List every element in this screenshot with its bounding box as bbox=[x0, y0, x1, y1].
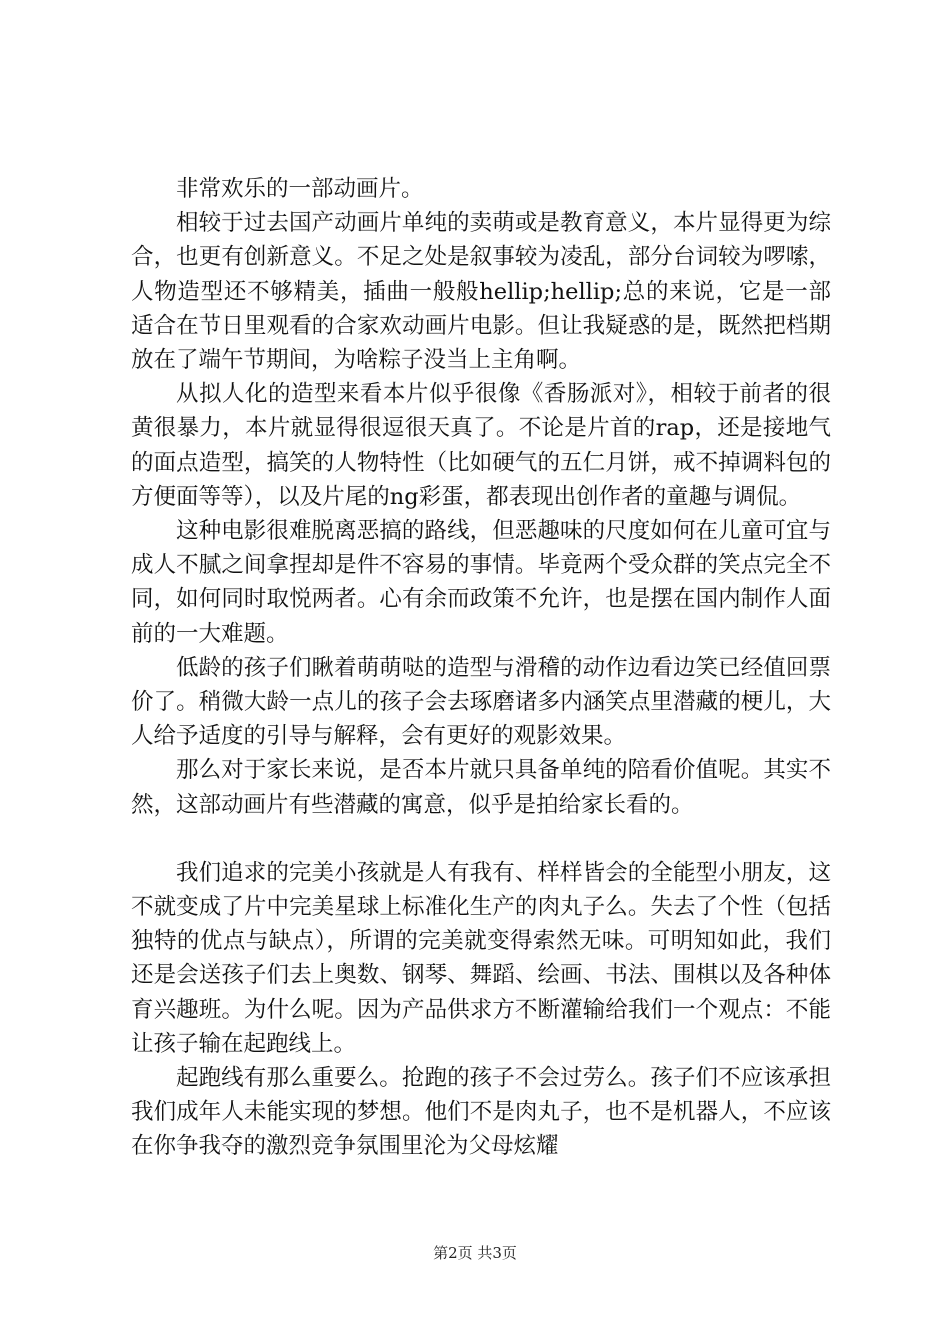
paragraph: 相较于过去国产动画片单纯的卖萌或是教育意义，本片显得更为综合，也更有创新意义。不足之处是叙事较为凌乱，部分台词较为啰嗦，人物造型还不够精美，插曲一般般hellip;hellip;总的来说，它是一部适合在节日里观看的合家欢动画片电影。但让我疑惑的是，既然把档期放在了端午节期间，为啥粽子没当上主角啊。 bbox=[131, 210, 831, 374]
paragraph: 非常欢乐的一部动画片。 bbox=[176, 176, 424, 202]
paragraph: 那么对于家长来说，是否本片就只具备单纯的陪看价值呢。其实不然，这部动画片有些潜藏的寓意，似乎是拍给家长看的。 bbox=[131, 757, 831, 818]
paragraph: 我们追求的完美小孩就是人有我有、样样皆会的全能型小朋友，这不就变成了片中完美星球上标准化生产的肉丸子么。失去了个性（包括独特的优点与缺点），所谓的完美就变得索然无味。可明知如此，我们还是会送孩子们去上奥数、钢琴、舞蹈、绘画、书法、围棋以及各种体育兴趣班。为什么呢。因为产品供求方不断灌输给我们一个观点：不能让孩子输在起跑线上。 bbox=[131, 859, 831, 1057]
paragraph: 这种电影很难脱离恶搞的路线，但恶趣味的尺度如何在儿童可宜与成人不腻之间拿捏却是件不容易的事情。毕竟两个受众群的笑点完全不同，如何同时取悦两者。心有余而政策不允许，也是摆在国内制作人面前的一大难题。 bbox=[131, 518, 831, 647]
page-footer: 第2页 共3页 bbox=[433, 1244, 517, 1262]
paragraph: 起跑线有那么重要么。抢跑的孩子不会过劳么。孩子们不应该承担我们成年人未能实现的梦想。他们不是肉丸子，也不是机器人，不应该在你争我夺的激烈竞争氛围里沦为父母炫耀 bbox=[131, 1065, 831, 1160]
paragraph-gap bbox=[131, 822, 831, 856]
paragraph: 从拟人化的造型来看本片似乎很像《香肠派对》，相较于前者的很黄很暴力，本片就显得很逗很天真了。不论是片首的rap，还是接地气的面点造型，搞笑的人物特性（比如硬气的五仁月饼，戒不掉调料包的方便面等等），以及片尾的ng彩蛋，都表现出创作者的童趣与调侃。 bbox=[131, 381, 831, 510]
paragraph: 低龄的孩子们瞅着萌萌哒的造型与滑稽的动作边看边笑已经值回票价了。稍微大龄一点儿的孩子会去琢磨诸多内涵笑点里潜藏的梗儿，大人给予适度的引导与解释，会有更好的观影效果。 bbox=[131, 654, 831, 750]
document-body bbox=[131, 172, 831, 1164]
